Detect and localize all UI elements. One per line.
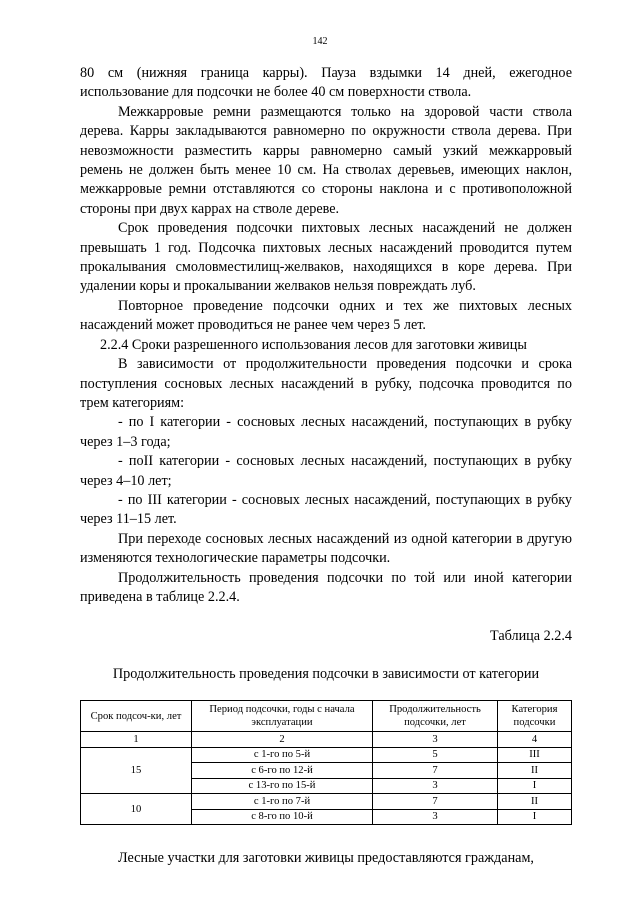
table-cell: с 6-го по 12-й bbox=[192, 763, 373, 779]
table-cell: 7 bbox=[373, 794, 498, 810]
section-heading: 2.2.4 Сроки разрешенного использования лесов для заготовки живицы bbox=[100, 336, 527, 353]
table-cell: II bbox=[498, 763, 572, 779]
table-header-cell: Продолжительность подсочки, лет bbox=[373, 701, 498, 732]
paragraph: В зависимости от продолжительности проведения подсочки и срока поступления сосновых лесных насаждений в рубку, подсочка проводится по трем категориям: bbox=[80, 356, 572, 411]
table-header-cell: Категория подсочки bbox=[498, 701, 572, 732]
table-cell: I bbox=[498, 778, 572, 794]
category-item: - по III категории - сосновых лесных насаждений, поступающих в рубку через 11–15 лет. bbox=[80, 491, 572, 528]
category-table bbox=[80, 700, 572, 825]
paragraph: Межкарровые ремни размещаются только на здоровой части ствола дерева. Карры закладываются равномерно по окружности ствола дерева. При невозможности разместить карры равномерно самый узкий межкарровый ремень не должен быть менее 10 см. На стволах деревьев, имеющих наклон, межкарровые ремни отставляются со стороны наклона и с противоположной стороны при двух каррах на стволе дереве. bbox=[80, 103, 572, 217]
table-cell: 7 bbox=[373, 763, 498, 779]
category-item: - по I категории - сосновых лесных насаждений, поступающих в рубку через 1–3 года; bbox=[80, 414, 572, 450]
table-cell: с 1-го по 7-й bbox=[192, 794, 373, 810]
category-item: - поII категории - сосновых лесных насаждений, поступающих в рубку через 4–10 лет; bbox=[80, 453, 572, 489]
table-cell: с 13-го по 15-й bbox=[192, 778, 373, 794]
table-cell: 15 bbox=[81, 747, 192, 794]
table-cell: I bbox=[498, 809, 572, 825]
paragraph: Лесные участки для заготовки живицы предоставляются гражданам, bbox=[118, 850, 534, 867]
table-cell: 4 bbox=[498, 732, 572, 748]
table-cell: II bbox=[498, 794, 572, 810]
page-number: 142 bbox=[312, 36, 328, 47]
page-body bbox=[80, 64, 572, 869]
paragraph: Срок проведения подсочки пихтовых лесных насаждений не должен превышать 1 год. Подсочка пихтовых лесных насаждений проводится путем прокалывания смоловместилищ-желваков, находящихся в коре дерева. При удалении коры и прокалывании желваков нельзя повреждать луб. bbox=[80, 220, 572, 295]
paragraph: При переходе сосновых лесных насаждений из одной категории в другую изменяются технологические параметры подсочки. bbox=[80, 530, 572, 567]
paragraph: 80 см (нижняя граница карры). Пауза вздымки 14 дней, ежегодное использование для подсочки не более 40 см поверхности ствола. bbox=[80, 65, 572, 101]
table-cell: с 8-го по 10-й bbox=[192, 809, 373, 825]
table-header-cell: Период подсочки, годы с начала эксплуатации bbox=[192, 701, 373, 732]
table-title: Продолжительность проведения подсочки в зависимости от категории bbox=[112, 665, 540, 682]
table-row bbox=[81, 747, 572, 763]
table-cell: 5 bbox=[373, 747, 498, 763]
paragraph: Продолжительность проведения подсочки по той или иной категории приведена в таблице 2.2.4. bbox=[80, 569, 572, 605]
table-cell: III bbox=[498, 747, 572, 763]
table-cell: 1 bbox=[81, 732, 192, 748]
table-number-row bbox=[81, 732, 572, 748]
table-header-cell: Срок подсоч-ки, лет bbox=[81, 701, 192, 732]
table-cell: 10 bbox=[81, 794, 192, 825]
table-cell: 3 bbox=[373, 732, 498, 748]
table-cell: 3 bbox=[373, 778, 498, 794]
table-row bbox=[81, 794, 572, 810]
table-label: Таблица 2.2.4 bbox=[490, 628, 572, 645]
paragraph: Повторное проведение подсочки одних и тех же пихтовых лесных насаждений может проводиться не ранее чем через 5 лет. bbox=[80, 297, 572, 334]
table-header-row bbox=[81, 701, 572, 732]
table-cell: 3 bbox=[373, 809, 498, 825]
table-cell: с 1-го по 5-й bbox=[192, 747, 373, 763]
table-cell: 2 bbox=[192, 732, 373, 748]
